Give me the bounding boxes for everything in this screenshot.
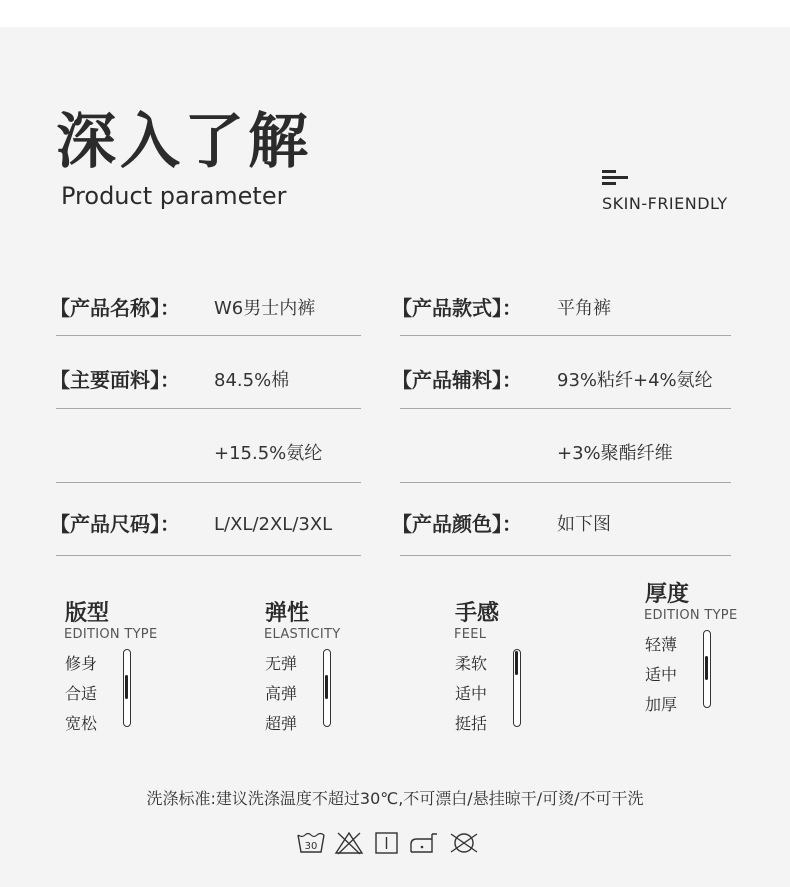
param-label: 【产品尺码】： — [50, 512, 180, 536]
attr-option: 合适 — [65, 684, 98, 703]
attr-title: 版型 — [65, 601, 110, 626]
attr-option: 无弹 — [265, 654, 298, 673]
divider — [56, 335, 361, 336]
attr-option: 超弹 — [265, 714, 298, 733]
attr-subtitle: FEEL — [454, 627, 487, 642]
attr-level-fill — [325, 675, 328, 699]
param-label: 【产品名称】： — [50, 296, 180, 320]
attr-level-slider — [123, 649, 131, 727]
attr-option: 加厚 — [645, 695, 678, 714]
param-aux-fabric — [392, 370, 522, 390]
param-label: 【产品颜色】： — [392, 512, 522, 536]
param-value: 如下图 — [557, 514, 611, 535]
param-value: 84.5%棉 — [214, 370, 290, 391]
param-label: 【产品辅料】： — [392, 368, 522, 392]
attr-level-slider — [703, 630, 711, 708]
menu-lines-icon — [602, 170, 628, 186]
divider — [56, 482, 361, 483]
care-instructions: 洗涤标准:建议洗涤温度不超过30℃,不可漂白/悬挂晾干/可烫/不可干洗 — [146, 789, 644, 808]
param-label: 【产品款式】： — [392, 296, 522, 320]
divider — [56, 408, 361, 409]
attr-title: 厚度 — [645, 582, 690, 607]
param-size — [50, 514, 180, 534]
param-name — [50, 298, 180, 318]
attr-option: 修身 — [65, 654, 98, 673]
param-value-cont: +3%聚酯纤维 — [557, 443, 673, 464]
param-value: L/XL/2XL/3XL — [214, 514, 333, 535]
attr-option: 柔软 — [455, 654, 488, 673]
divider — [400, 408, 731, 409]
page-subtitle: Product parameter — [61, 182, 287, 210]
attr-subtitle: EDITION TYPE — [644, 608, 738, 623]
iron-icon — [408, 830, 440, 856]
page-title: 深入了解 — [56, 107, 312, 177]
divider — [400, 482, 731, 483]
wash-30-icon — [296, 830, 326, 856]
divider — [400, 335, 731, 336]
attr-option: 挺括 — [455, 714, 488, 733]
attr-option: 轻薄 — [645, 635, 678, 654]
no-dry-clean-icon — [448, 830, 480, 856]
divider — [56, 555, 361, 556]
attr-level-slider — [323, 649, 331, 727]
attr-level-slider — [513, 649, 521, 727]
attr-title: 手感 — [455, 601, 500, 626]
param-style — [392, 298, 522, 318]
no-bleach-icon — [334, 830, 364, 856]
attr-option: 高弹 — [265, 684, 298, 703]
param-value: 平角裤 — [557, 298, 611, 319]
param-value-cont: +15.5%氨纶 — [214, 443, 323, 464]
param-label: 【主要面料】： — [50, 368, 180, 392]
hang-dry-icon — [374, 830, 400, 856]
param-color — [392, 514, 522, 534]
attr-subtitle: EDITION TYPE — [64, 627, 158, 642]
wash-temp-label: 30 — [304, 841, 318, 852]
attr-level-fill — [515, 651, 518, 675]
param-value: 93%粘纤+4%氨纶 — [557, 370, 713, 391]
attr-subtitle: ELASTICITY — [264, 627, 341, 642]
param-main-fabric — [50, 370, 180, 390]
attr-title: 弹性 — [265, 601, 310, 626]
attr-option: 适中 — [455, 684, 488, 703]
divider — [400, 555, 731, 556]
attr-level-fill — [705, 656, 708, 680]
attr-option: 宽松 — [65, 714, 98, 733]
skin-friendly-label: SKIN-FRIENDLY — [602, 194, 728, 213]
param-value: W6男士内裤 — [214, 298, 316, 319]
attr-option: 适中 — [645, 665, 678, 684]
attr-level-fill — [125, 675, 128, 699]
